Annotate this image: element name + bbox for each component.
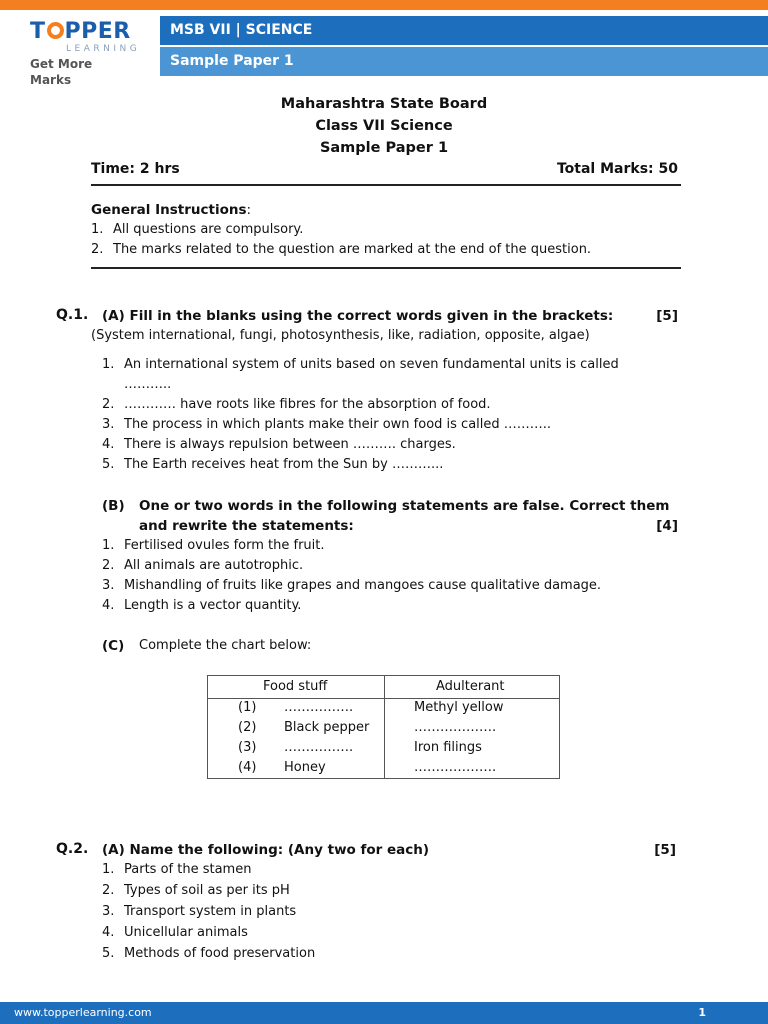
table-cell-food: Honey [284,760,326,775]
table-cell-food: ……………. [284,700,354,715]
table-cell-food: Black pepper [284,720,370,735]
table-cell-food: ……………. [284,740,354,755]
instructions-heading: General Instructions: [91,202,252,218]
table-header-food: Food stuff [263,679,328,694]
logo-subtitle: LEARNING [66,44,141,54]
q1a-heading: (A) Fill in the blanks using the correct words given in the brackets: [102,308,614,324]
table-column-divider [384,676,385,778]
total-marks-label: Total Marks: 50 [556,161,678,177]
table-cell-adulterant: Methyl yellow [414,700,504,715]
q2a-heading: (A) Name the following: (Any two for each) [102,842,430,858]
divider-bottom [91,267,681,269]
logo-brand: T PPER [30,19,131,44]
top-accent-strip [0,0,768,10]
paper-title: Sample Paper 1 [319,140,449,156]
table-row-number: (3) [238,740,257,755]
footer-url-link[interactable]: www.topperlearning.com [14,1006,152,1019]
table-row-number: (1) [238,700,257,715]
divider-top [91,184,681,186]
q1b-heading-line2: and rewrite the statements: [139,518,354,534]
q1b-heading-line1: One or two words in the following statements are false. Correct them [139,498,670,514]
q1a-word-bank: (System international, fungi, photosynthesis, like, radiation, opposite, algae) [91,328,590,343]
subject-bar: MSB VII | SCIENCE [160,16,768,45]
logo-tagline: Get More Marks [30,57,93,87]
class-title: Class VII Science [315,118,453,134]
board-title: Maharashtra State Board [280,96,488,112]
table-row-number: (4) [238,760,257,775]
time-label: Time: 2 hrs [91,161,180,177]
table-cell-adulterant: ………………. [414,720,497,735]
q1b-marks: [4] [656,518,678,534]
topper-logo [30,19,141,87]
table-header-divider [208,698,559,699]
food-adulterant-table [207,675,560,779]
paper-bar: Sample Paper 1 [160,47,768,76]
table-row-number: (2) [238,720,257,735]
q1c-label: (C) [102,638,125,654]
page-number: 1 [698,1006,706,1019]
q1a-marks: [5] [656,308,678,324]
logo-o-ring-icon [47,22,64,39]
q1-number: Q.1. [56,307,89,323]
table-cell-adulterant: Iron filings [414,740,482,755]
table-header-adulterant: Adulterant [436,679,505,694]
page-footer [0,1002,768,1024]
q2-number: Q.2. [56,841,89,857]
q1c-heading: Complete the chart below: [139,638,312,653]
table-cell-adulterant: ………………. [414,760,497,775]
q2a-marks: [5] [654,842,676,858]
q1b-label: (B) [102,498,125,514]
